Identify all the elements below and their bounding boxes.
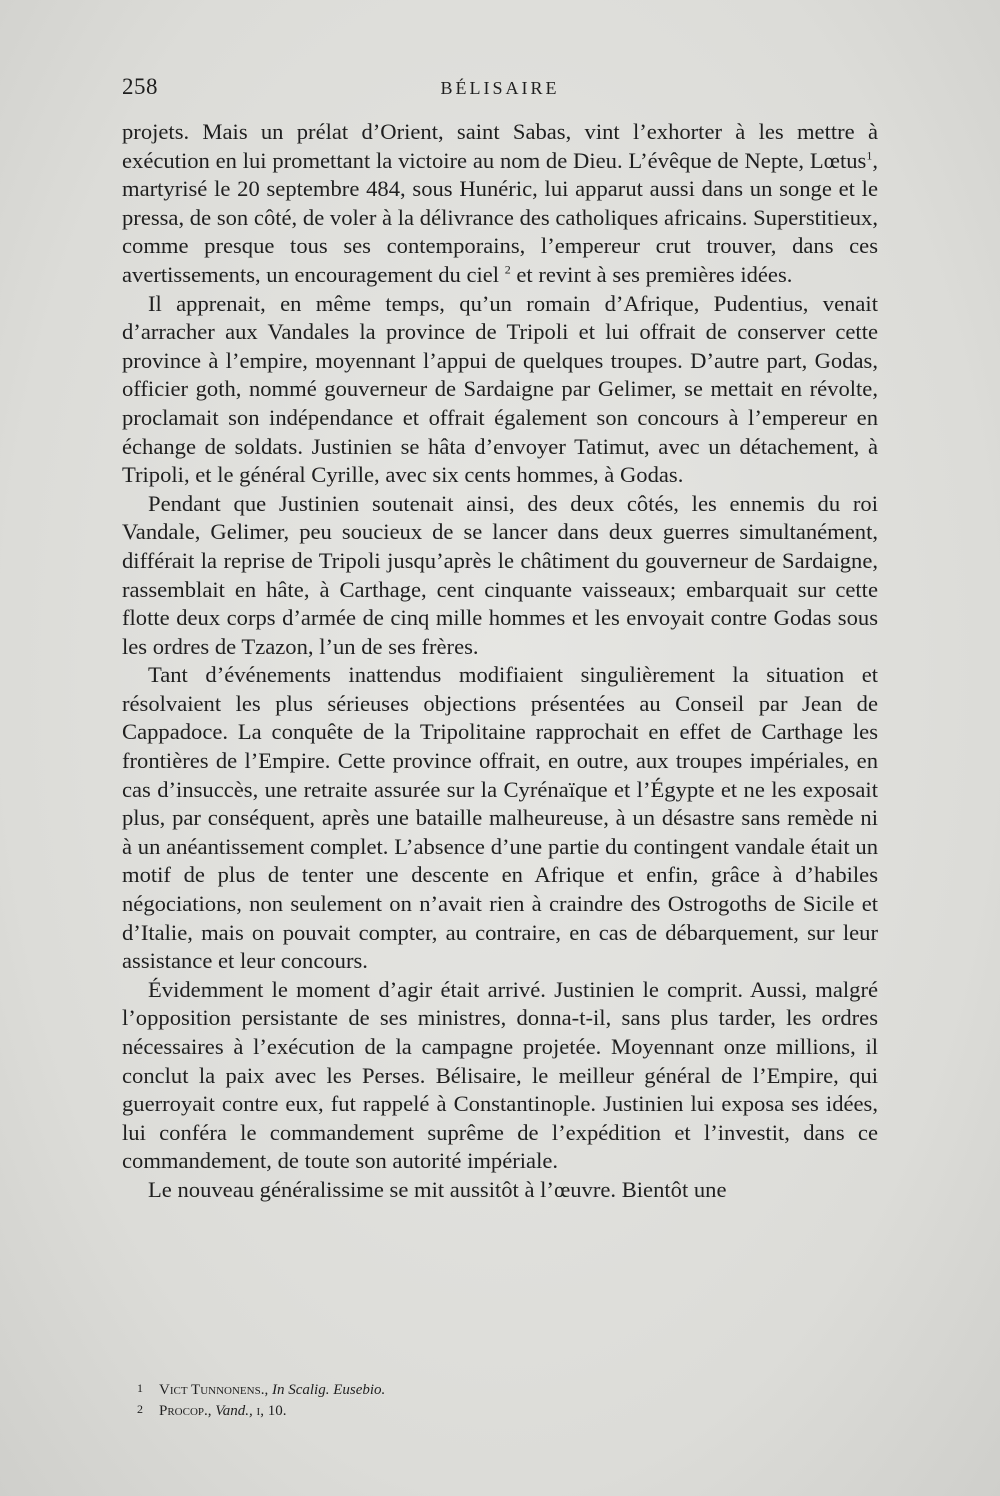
footnote-work: In Scalig. Eusebio. [271, 1382, 386, 1398]
footnotes [137, 1379, 857, 1421]
paragraph-text: et revint à ses premières idées. [510, 261, 793, 287]
running-title: BÉLISAIRE [440, 78, 560, 98]
paragraph-text: Évidemment le moment d’agir était arrivé. Justinien le comprit. Aussi, malgré l’opposition persistante de ses ministres, donna-t-il, sans plus tarder, les ordres nécessaires à l’exécution de la campagne projetée. Moyennant onze millions, il conclut la paix avec les Perses. Bélisaire, le meilleur général de l’Empire, qui guerroyait contre eux, fut rappelé à Constantinople. Justinien lui exposa ses idées, lui conféra le commandement suprême de l’expédition et l’investit, dans ce commandement, de toute son autorité impériale. [122, 976, 878, 1174]
footnote-work: Vand., [215, 1403, 253, 1419]
paragraph [122, 661, 878, 976]
paragraph-text: Tant d’événements inattendus modifiaient singulièrement la situation et résolvaient les plus sérieuses objections présentées au Conseil par Jean de Cappadoce. La conquête de la Tripolitaine rapprochait en effet de Carthage les frontières de l’Empire. Cette province offrait, en outre, aux troupes impériales, en cas d’insuccès, une retraite assurée sur la Cyrénaïque et l’Égypte et ne les exposait plus, par conséquent, après une bataille malheureuse, à un désastre sans remède ni à un anéantissement complet. L’absence d’une partie du contingent vandale était un motif de plus de tenter une descente en Afrique et enfin, grâce à d’habiles négociations, non seulement on n’avait rien à craindre des Ostrogoths de Sicile et d’Italie, mais on pouvait compter, au contraire, en cas de débarquement, sur leur assistance et leur concours. [122, 662, 878, 974]
paragraph [122, 290, 878, 490]
footnote-author: Procop., [159, 1403, 216, 1419]
paragraph [122, 1176, 878, 1205]
page-number: 258 [122, 74, 158, 99]
paragraph-text: , martyrisé le 20 septembre 484, sous Hunéric, lui apparut aussi dans un songe et le pressa, de son côté, de voler à la délivrance des catholiques africains. Superstitieux, comme presque tous ses contemporains, l’empereur crut trouver, dans ces avertissements, un encouragement du ciel [122, 147, 878, 287]
footnote-mark: 1 [137, 1381, 143, 1395]
footnote [137, 1400, 857, 1421]
paragraph [122, 976, 878, 1176]
paragraph [122, 490, 878, 662]
footnote-mark: 2 [137, 1402, 143, 1416]
footnote-author: Vict Tunnonens., [159, 1382, 272, 1398]
footnote [137, 1379, 857, 1400]
footnote-reference: 2 [504, 262, 511, 277]
body-text [122, 118, 878, 1205]
paragraph-text: Pendant que Justinien soutenait ainsi, des deux côtés, les ennemis du roi Vandale, Gelimer, peu soucieux de se lancer dans deux guerres simultanément, différait la reprise de Tripoli jusqu’après le châtiment du gouverneur de Sardaigne, rassemblait en hâte, à Carthage, cent cinquante vaisseaux; embarquait sur cette flotte deux corps d’armée de cinq mille hommes et les envoyait contre Godas sous les ordres de Tzazon, l’un de ses frères. [122, 490, 878, 659]
footnote-location: i, 10. [252, 1403, 287, 1419]
paragraph-text: projets. Mais un prélat d’Orient, saint Sabas, vint l’exhorter à les mettre à exécution en lui promettant la victoire au nom de Dieu. L’évêque de Nepte, Lœtus [122, 119, 878, 173]
paragraph-text: Le nouveau généralissime se mit aussitôt à l’œuvre. Bientôt une [148, 1176, 727, 1202]
paragraph-text: Il apprenait, en même temps, qu’un romain d’Afrique, Pudentius, venait d’arracher aux Vandales la province de Tripoli et lui offrait de conserver cette province à l’empire, moyennant l’appui de quelques troupes. D’autre part, Godas, officier goth, nommé gouverneur de Sardaigne par Gelimer, se mettait en révolte, proclamait son indépendance et offrait également son concours à l’empereur en échange de soldats. Justinien se hâta d’envoyer Tatimut, avec un détachement, à Tripoli, et le général Cyrille, avec six cents hommes, à Godas. [122, 290, 878, 488]
page-header [122, 74, 878, 104]
paragraph [122, 118, 878, 290]
footnote-reference: 1 [866, 148, 873, 163]
